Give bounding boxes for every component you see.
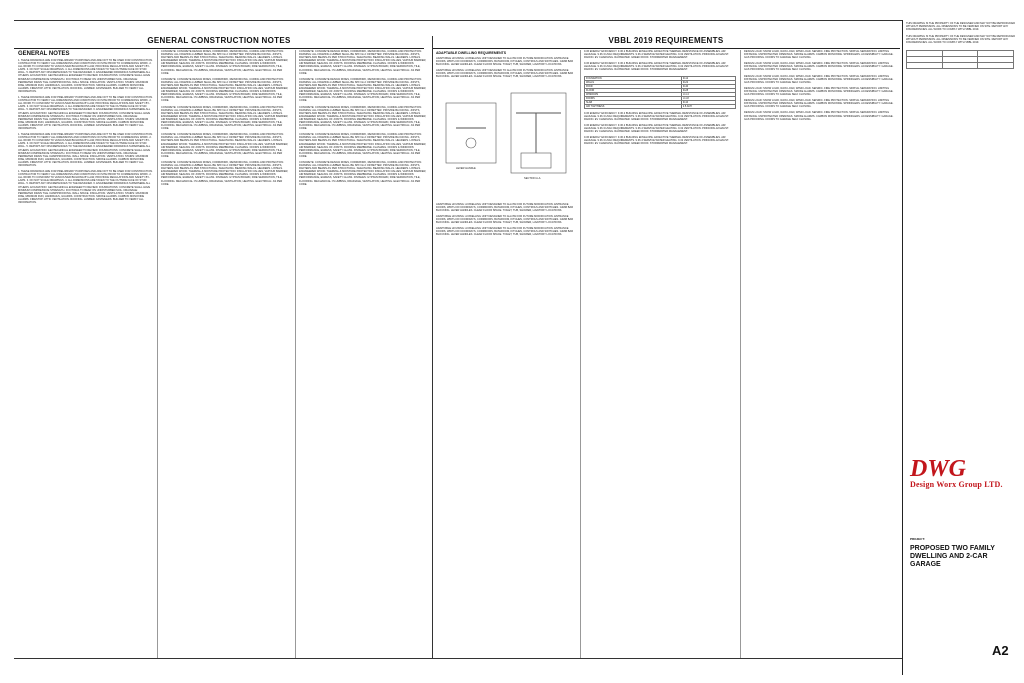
- vbbl-text: 9.36 ENERGY EFFICIENCY. 9.36.2 BUILDING ENVELOPE. EFFECTIVE THERMAL RESISTANCE OF ASSEMBLIES. AIR LEAKAGE. 9.36.3 HVAC REQUIREMENTS. 9.36.4 SERVICE WATER HEATING. 9.32 VENTILATION. PRINCIPAL EXHAUST. RADON. EV CHARGING. RAINWATER. GREEN ROOF. STORMWATER MANAGEMENT.: [584, 50, 729, 60]
- insulation-assembly-cell: DOORS: [585, 96, 682, 100]
- insulation-assembly-cell: FOUNDATION: [585, 76, 682, 80]
- design-load-text-repeat: DESIGN LOAD: SNOW LOAD, RAIN LOAD, WIND LOAD. SEISMIC. FIRE PROTECTION. SPATIAL SEPARATION. LIMITING DISTANCE. UNPROTECTED OPENINGS. SMOKE ALARMS. CARBON MONOXIDE. SPRINKLERS. ACCESSIBILITY. GARAGE. GAS PROOFING. DOORS TO GARAGE SELF CLOSING.: [744, 99, 894, 109]
- insulation-table-row: [585, 104, 736, 108]
- adaptable-dwelling-text-more: ADAPTABLE HOUSING: A DWELLING UNIT DESIGNED TO ALLOW FOR FUTURE MODIFICATION. ENTRANCE DOORS, WIDTH OF DOORWAYS, CORRIDORS, BATHROOM, KITCHEN, CONTROLS AND SWITCHES. GRAB BAR BLOCKING. LEVER HANDLES. CLEAR FLOOR SPACE. TOILET, TUB, SHOWER, LAVATORY LOCATIONS.: [436, 227, 574, 237]
- adaptable-dwelling-text-repeat: ADAPTABLE HOUSING: A DWELLING UNIT DESIGNED TO ALLOW FOR FUTURE MODIFICATION. ENTRANCE DOORS, WIDTH OF DOORWAYS, CORRIDORS, BATHROOM, KITCHEN, CONTROLS AND SWITCHES. GRAB BAR BLOCKING. LEVER HANDLES. CLEAR FLOOR SPACE. TOILET, TUB, SHOWER, LAVATORY LOCATIONS.: [436, 69, 574, 79]
- project-title: PROPOSED TWO FAMILY DWELLING AND 2-CAR GARAGE: [910, 545, 995, 568]
- construction-notes-text-repeat: CONCRETE: CONCRETE DESIGN MIXES, FORMWORK, REINFORCING, CURING AND PROTECTION. FRAMING: ALL FRAMING LUMBER SHALL BE SPF No.2 OR BETTER. PROVIDE BLOCKING. JOISTS, RAFTERS AND BEAMS AS PER STRUCTURAL. SHEATHING. BEARING WALLS. HEADERS. LINTELS. ENGINEERED WOOD. THERMAL & MOISTURE PROTECTION: INSULATION VALUES, VAPOUR BARRIER, AIR BARRIER, SEALING OF JOINTS. ROOFING MEMBRANE. FLASHING. DOORS & WINDOWS: PERFORMANCE, EGRESS, SAFETY GLASS. FINISHES: GYPSUM BOARD, FIRE SEPARATION, TILE, FLOORING. MECHANICAL: PLUMBING, DRAINAGE, VENTILATION, HEATING. ELECTRICAL: AS PER CODE.: [299, 133, 427, 158]
- construction-notes-column-3: [299, 50, 429, 659]
- adaptable-dwelling-title: ADAPTABLE DWELLING REQUIREMENTS: [436, 51, 507, 55]
- title-block: [902, 20, 1019, 675]
- construction-notes-text: CONCRETE: CONCRETE DESIGN MIXES, FORMWORK, REINFORCING, CURING AND PROTECTION. FRAMING: ALL FRAMING LUMBER SHALL BE SPF No.2 OR BETTER. PROVIDE BLOCKING. JOISTS, RAFTERS AND BEAMS AS PER STRUCTURAL. SHEATHING. BEARING WALLS. HEADERS. LINTELS. ENGINEERED WOOD. THERMAL & MOISTURE PROTECTION: INSULATION VALUES, VAPOUR BARRIER, AIR BARRIER, SEALING OF JOINTS. ROOFING MEMBRANE. FLASHING. DOORS & WINDOWS: PERFORMANCE, EGRESS, SAFETY GLASS. FINISHES: GYPSUM BOARD, FIRE SEPARATION, TILE, FLOORING. MECHANICAL: PLUMBING, DRAINAGE, VENTILATION, HEATING. ELECTRICAL: AS PER CODE.: [299, 50, 427, 75]
- design-load-text: DESIGN LOAD: SNOW LOAD, RAIN LOAD, WIND LOAD. SEISMIC. FIRE PROTECTION. SPATIAL SEPARATION. LIMITING DISTANCE. UNPROTECTED OPENINGS. SMOKE ALARMS. CARBON MONOXIDE. SPRINKLERS. ACCESSIBILITY. GARAGE. GAS PROOFING. DOORS TO GARAGE SELF CLOSING.: [744, 50, 894, 60]
- section-label: SECTION A-A: [524, 176, 541, 180]
- general-construction-notes-header: GENERAL CONSTRUCTION NOTES: [14, 36, 424, 49]
- insulation-value-cell: U-1.8: [681, 96, 735, 100]
- general-notes-column: [18, 50, 153, 659]
- grab-bar-figures: [436, 83, 576, 203]
- insulation-value-cell: R-22: [681, 80, 735, 84]
- construction-notes-text: CONCRETE: CONCRETE DESIGN MIXES, FORMWORK, REINFORCING, CURING AND PROTECTION. FRAMING: ALL FRAMING LUMBER SHALL BE SPF No.2 OR BETTER. PROVIDE BLOCKING. JOISTS, RAFTERS AND BEAMS AS PER STRUCTURAL. SHEATHING. BEARING WALLS. HEADERS. LINTELS. ENGINEERED WOOD. THERMAL & MOISTURE PROTECTION: INSULATION VALUES, VAPOUR BARRIER, AIR BARRIER, SEALING OF JOINTS. ROOFING MEMBRANE. FLASHING. DOORS & WINDOWS: PERFORMANCE, EGRESS, SAFETY GLASS. FINISHES: GYPSUM BOARD, FIRE SEPARATION, TILE, FLOORING. MECHANICAL: PLUMBING, DRAINAGE, VENTILATION, HEATING. ELECTRICAL: AS PER CODE.: [161, 50, 289, 75]
- insulation-value-cell: 2.5 ACH: [681, 104, 735, 108]
- general-notes-text-repeat: 1. THESE DRAWINGS ARE FOR PRELIMINARY PURPOSES AND ARE NOT TO BE USED FOR CONSTRUCTION. CONTRACTOR TO VERIFY ALL DIMENSIONS AND CONDITIONS ON SITE PRIOR TO COMMENCING WORK. 2. ALL WORK TO CONFORM TO VANCOUVER BUILDING BY-LAW, PROVINCE REGULATIONS AND SAFETY BY-LAWS. 3. DO NOT SCALE DRAWINGS. 4. ALL DIMENSIONS ARE TAKEN TO THE OUTSIDE FACE OF STUD WALL. 5. REPORT ANY DISCREPANCIES TO THE DESIGNER. 6. ENGINEERED DRAWINGS SUPERSEDE ALL OTHERS. EXCAVATION: GEOTECHNICAL ENGINEER TO REVIEW. FOUNDATIONS: CONCRETE SHALL HAVE MINIMUM COMPRESSIVE STRENGTH. FOOTINGS TO BEAR ON UNDISTURBED SOIL. DRAINAGE: PERIMETER DRAIN TILE. DAMPPROOFING. WALL SPACE. INSULATION. VENTILATION. STAIRS: MAXIMUM RISE, MINIMUM RUN, HANDRAILS, GUARDS. CONSTRUCTION. SMOKE ALARMS. CARBON MONOXIDE ALARMS. FIRESTOP. ATTIC VENTILATION. ROOFING. LUMBER. FASTENERS. BUILDER TO VERIFY ALL INFORMATION.: [18, 170, 153, 205]
- insulation-assembly-cell: SLAB: [585, 100, 682, 104]
- adaptable-dwelling-text-more: ADAPTABLE HOUSING: A DWELLING UNIT DESIGNED TO ALLOW FOR FUTURE MODIFICATION. ENTRANCE DOORS, WIDTH OF DOORWAYS, CORRIDORS, BATHROOM, KITCHEN, CONTROLS AND SWITCHES. GRAB BAR BLOCKING. LEVER HANDLES. CLEAR FLOOR SPACE. TOILET, TUB, SHOWER, LAVATORY LOCATIONS.: [436, 202, 574, 212]
- construction-notes-text-repeat: CONCRETE: CONCRETE DESIGN MIXES, FORMWORK, REINFORCING, CURING AND PROTECTION. FRAMING: ALL FRAMING LUMBER SHALL BE SPF No.2 OR BETTER. PROVIDE BLOCKING. JOISTS, RAFTERS AND BEAMS AS PER STRUCTURAL. SHEATHING. BEARING WALLS. HEADERS. LINTELS. ENGINEERED WOOD. THERMAL & MOISTURE PROTECTION: INSULATION VALUES, VAPOUR BARRIER, AIR BARRIER, SEALING OF JOINTS. ROOFING MEMBRANE. FLASHING. DOORS & WINDOWS: PERFORMANCE, EGRESS, SAFETY GLASS. FINISHES: GYPSUM BOARD, FIRE SEPARATION, TILE, FLOORING. MECHANICAL: PLUMBING, DRAINAGE, VENTILATION, HEATING. ELECTRICAL: AS PER CODE.: [299, 161, 427, 186]
- company-logo: [910, 458, 1014, 489]
- general-notes-text-repeat: 1. THESE DRAWINGS ARE FOR PRELIMINARY PURPOSES AND ARE NOT TO BE USED FOR CONSTRUCTION. CONTRACTOR TO VERIFY ALL DIMENSIONS AND CONDITIONS ON SITE PRIOR TO COMMENCING WORK. 2. ALL WORK TO CONFORM TO VANCOUVER BUILDING BY-LAW, PROVINCE REGULATIONS AND SAFETY BY-LAWS. 3. DO NOT SCALE DRAWINGS. 4. ALL DIMENSIONS ARE TAKEN TO THE OUTSIDE FACE OF STUD WALL. 5. REPORT ANY DISCREPANCIES TO THE DESIGNER. 6. ENGINEERED DRAWINGS SUPERSEDE ALL OTHERS. EXCAVATION: GEOTECHNICAL ENGINEER TO REVIEW. FOUNDATIONS: CONCRETE SHALL HAVE MINIMUM COMPRESSIVE STRENGTH. FOOTINGS TO BEAR ON UNDISTURBED SOIL. DRAINAGE: PERIMETER DRAIN TILE. DAMPPROOFING. WALL SPACE. INSULATION. VENTILATION. STAIRS: MAXIMUM RISE, MINIMUM RUN, HANDRAILS, GUARDS. CONSTRUCTION. SMOKE ALARMS. CARBON MONOXIDE ALARMS. FIRESTOP. ATTIC VENTILATION. ROOFING. LUMBER. FASTENERS. BUILDER TO VERIFY ALL INFORMATION.: [18, 133, 153, 167]
- insulation-assembly-cell: ROOF: [585, 84, 682, 88]
- insulation-value-cell: U-1.4: [681, 92, 735, 96]
- design-load-text-repeat: DESIGN LOAD: SNOW LOAD, RAIN LOAD, WIND LOAD. SEISMIC. FIRE PROTECTION. SPATIAL SEPARATION. LIMITING DISTANCE. UNPROTECTED OPENINGS. SMOKE ALARMS. CARBON MONOXIDE. SPRINKLERS. ACCESSIBILITY. GARAGE. GAS PROOFING. DOORS TO GARAGE SELF CLOSING.: [744, 74, 894, 84]
- construction-notes-text-repeat: CONCRETE: CONCRETE DESIGN MIXES, FORMWORK, REINFORCING, CURING AND PROTECTION. FRAMING: ALL FRAMING LUMBER SHALL BE SPF No.2 OR BETTER. PROVIDE BLOCKING. JOISTS, RAFTERS AND BEAMS AS PER STRUCTURAL. SHEATHING. BEARING WALLS. HEADERS. LINTELS. ENGINEERED WOOD. THERMAL & MOISTURE PROTECTION: INSULATION VALUES, VAPOUR BARRIER, AIR BARRIER, SEALING OF JOINTS. ROOFING MEMBRANE. FLASHING. DOORS & WINDOWS: PERFORMANCE, EGRESS, SAFETY GLASS. FINISHES: GYPSUM BOARD, FIRE SEPARATION, TILE, FLOORING. MECHANICAL: PLUMBING, DRAINAGE, VENTILATION, HEATING. ELECTRICAL: AS PER CODE.: [299, 77, 427, 103]
- insulation-assembly-cell: FLOOR: [585, 88, 682, 92]
- insulation-assembly-cell: WINDOWS: [585, 92, 682, 96]
- vbbl-column-2: [744, 50, 898, 659]
- general-notes-text: 1. THESE DRAWINGS ARE FOR PRELIMINARY PURPOSES AND ARE NOT TO BE USED FOR CONSTRUCTION. CONTRACTOR TO VERIFY ALL DIMENSIONS AND CONDITIONS ON SITE PRIOR TO COMMENCING WORK. 2. ALL WORK TO CONFORM TO VANCOUVER BUILDING BY-LAW, PROVINCE REGULATIONS AND SAFETY BY-LAWS. 3. DO NOT SCALE DRAWINGS. 4. ALL DIMENSIONS ARE TAKEN TO THE OUTSIDE FACE OF STUD WALL. 5. REPORT ANY DISCREPANCIES TO THE DESIGNER. 6. ENGINEERED DRAWINGS SUPERSEDE ALL OTHERS. EXCAVATION: GEOTECHNICAL ENGINEER TO REVIEW. FOUNDATIONS: CONCRETE SHALL HAVE MINIMUM COMPRESSIVE STRENGTH. FOOTINGS TO BEAR ON UNDISTURBED SOIL. DRAINAGE: PERIMETER DRAIN TILE. DAMPPROOFING. WALL SPACE. INSULATION. VENTILATION. STAIRS: MAXIMUM RISE, MINIMUM RUN, HANDRAILS, GUARDS. CONSTRUCTION. SMOKE ALARMS. CARBON MONOXIDE ALARMS. FIRESTOP. ATTIC VENTILATION. ROOFING. LUMBER. FASTENERS. BUILDER TO VERIFY ALL INFORMATION.: [18, 59, 153, 93]
- insulation-assembly-cell: WALLS: [585, 80, 682, 84]
- insulation-value-cell: R-10: [681, 100, 735, 104]
- column-divider: [157, 50, 158, 658]
- top-border: [14, 20, 902, 21]
- design-load-text-repeat: DESIGN LOAD: SNOW LOAD, RAIN LOAD, WIND LOAD. SEISMIC. FIRE PROTECTION. SPATIAL SEPARATION. LIMITING DISTANCE. UNPROTECTED OPENINGS. SMOKE ALARMS. CARBON MONOXIDE. SPRINKLERS. ACCESSIBILITY. GARAGE. GAS PROOFING. DOORS TO GARAGE SELF CLOSING.: [744, 111, 894, 121]
- construction-notes-text-repeat: CONCRETE: CONCRETE DESIGN MIXES, FORMWORK, REINFORCING, CURING AND PROTECTION. FRAMING: ALL FRAMING LUMBER SHALL BE SPF No.2 OR BETTER. PROVIDE BLOCKING. JOISTS, RAFTERS AND BEAMS AS PER STRUCTURAL. SHEATHING. BEARING WALLS. HEADERS. LINTELS. ENGINEERED WOOD. THERMAL & MOISTURE PROTECTION: INSULATION VALUES, VAPOUR BARRIER, AIR BARRIER, SEALING OF JOINTS. ROOFING MEMBRANE. FLASHING. DOORS & WINDOWS: PERFORMANCE, EGRESS, SAFETY GLASS. FINISHES: GYPSUM BOARD, FIRE SEPARATION, TILE, FLOORING. MECHANICAL: PLUMBING, DRAINAGE, VENTILATION, HEATING. ELECTRICAL: AS PER CODE.: [161, 161, 289, 186]
- construction-notes-text-repeat: CONCRETE: CONCRETE DESIGN MIXES, FORMWORK, REINFORCING, CURING AND PROTECTION. FRAMING: ALL FRAMING LUMBER SHALL BE SPF No.2 OR BETTER. PROVIDE BLOCKING. JOISTS, RAFTERS AND BEAMS AS PER STRUCTURAL. SHEATHING. BEARING WALLS. HEADERS. LINTELS. ENGINEERED WOOD. THERMAL & MOISTURE PROTECTION: INSULATION VALUES, VAPOUR BARRIER, AIR BARRIER, SEALING OF JOINTS. ROOFING MEMBRANE. FLASHING. DOORS & WINDOWS: PERFORMANCE, EGRESS, SAFETY GLASS. FINISHES: GYPSUM BOARD, FIRE SEPARATION, TILE, FLOORING. MECHANICAL: PLUMBING, DRAINAGE, VENTILATION, HEATING. ELECTRICAL: AS PER CODE.: [161, 105, 289, 131]
- general-notes-text-repeat: 1. THESE DRAWINGS ARE FOR PRELIMINARY PURPOSES AND ARE NOT TO BE USED FOR CONSTRUCTION. CONTRACTOR TO VERIFY ALL DIMENSIONS AND CONDITIONS ON SITE PRIOR TO COMMENCING WORK. 2. ALL WORK TO CONFORM TO VANCOUVER BUILDING BY-LAW, PROVINCE REGULATIONS AND SAFETY BY-LAWS. 3. DO NOT SCALE DRAWINGS. 4. ALL DIMENSIONS ARE TAKEN TO THE OUTSIDE FACE OF STUD WALL. 5. REPORT ANY DISCREPANCIES TO THE DESIGNER. 6. ENGINEERED DRAWINGS SUPERSEDE ALL OTHERS. EXCAVATION: GEOTECHNICAL ENGINEER TO REVIEW. FOUNDATIONS: CONCRETE SHALL HAVE MINIMUM COMPRESSIVE STRENGTH. FOOTINGS TO BEAR ON UNDISTURBED SOIL. DRAINAGE: PERIMETER DRAIN TILE. DAMPPROOFING. WALL SPACE. INSULATION. VENTILATION. STAIRS: MAXIMUM RISE, MINIMUM RUN, HANDRAILS, GUARDS. CONSTRUCTION. SMOKE ALARMS. CARBON MONOXIDE ALARMS. FIRESTOP. ATTIC VENTILATION. ROOFING. LUMBER. FASTENERS. BUILDER TO VERIFY ALL INFORMATION.: [18, 96, 153, 130]
- title-block-notes: THIS DRAWING IS THE PROPERTY OF THE DESIGNER AND MAY NOT BE REPRODUCED WITHOUT PERMISSION. ALL DIMENSIONS TO BE VERIFIED ON SITE. REPORT ANY DISCREPANCIES. ALL WORK TO COMPLY WITH VBBL 2019.: [906, 22, 1016, 32]
- adaptable-dwelling-text: ADAPTABLE HOUSING: A DWELLING UNIT DESIGNED TO ALLOW FOR FUTURE MODIFICATION. ENTRANCE DOORS, WIDTH OF DOORWAYS, CORRIDORS, BATHROOM, KITCHEN, CONTROLS AND SWITCHES. GRAB BAR BLOCKING. LEVER HANDLES. CLEAR FLOOR SPACE. TOILET, TUB, SHOWER, LAVATORY LOCATIONS.: [436, 57, 574, 67]
- title-block-notes-repeat: THIS DRAWING IS THE PROPERTY OF THE DESIGNER AND MAY NOT BE REPRODUCED WITHOUT PERMISSION. ALL DIMENSIONS TO BE VERIFIED ON SITE. REPORT ANY DISCREPANCIES. ALL WORK TO COMPLY WITH VBBL 2019.: [906, 35, 1016, 45]
- adaptable-dwelling-text-more: ADAPTABLE HOUSING: A DWELLING UNIT DESIGNED TO ALLOW FOR FUTURE MODIFICATION. ENTRANCE DOORS, WIDTH OF DOORWAYS, CORRIDORS, BATHROOM, KITCHEN, CONTROLS AND SWITCHES. GRAB BAR BLOCKING. LEVER HANDLES. CLEAR FLOOR SPACE. TOILET, TUB, SHOWER, LAVATORY LOCATIONS.: [436, 214, 574, 225]
- vbbl-requirements-header: VBBL 2019 REQUIREMENTS: [432, 36, 900, 49]
- section-divider: [432, 36, 433, 658]
- vbbl-text-repeat: 9.36 ENERGY EFFICIENCY. 9.36.2 BUILDING ENVELOPE. EFFECTIVE THERMAL RESISTANCE OF ASSEMBLIES. AIR LEAKAGE. 9.36.3 HVAC REQUIREMENTS. 9.36.4 SERVICE WATER HEATING. 9.32 VENTILATION. PRINCIPAL EXHAUST. RADON. EV CHARGING. RAINWATER. GREEN ROOF. STORMWATER MANAGEMENT.: [584, 62, 729, 72]
- insulation-value-cell: R-12: [681, 76, 735, 80]
- design-load-text-repeat: DESIGN LOAD: SNOW LOAD, RAIN LOAD, WIND LOAD. SEISMIC. FIRE PROTECTION. SPATIAL SEPARATION. LIMITING DISTANCE. UNPROTECTED OPENINGS. SMOKE ALARMS. CARBON MONOXIDE. SPRINKLERS. ACCESSIBILITY. GARAGE. GAS PROOFING. DOORS TO GARAGE SELF CLOSING.: [744, 62, 894, 72]
- insulation-value-cell: R-28: [681, 88, 735, 92]
- project-block: [910, 535, 1014, 569]
- insulation-value-cell: R-40: [681, 84, 735, 88]
- insulation-assembly-cell: AIR TIGHTNESS: [585, 104, 682, 108]
- construction-notes-text-repeat: CONCRETE: CONCRETE DESIGN MIXES, FORMWORK, REINFORCING, CURING AND PROTECTION. FRAMING: ALL FRAMING LUMBER SHALL BE SPF No.2 OR BETTER. PROVIDE BLOCKING. JOISTS, RAFTERS AND BEAMS AS PER STRUCTURAL. SHEATHING. BEARING WALLS. HEADERS. LINTELS. ENGINEERED WOOD. THERMAL & MOISTURE PROTECTION: INSULATION VALUES, VAPOUR BARRIER, AIR BARRIER, SEALING OF JOINTS. ROOFING MEMBRANE. FLASHING. DOORS & WINDOWS: PERFORMANCE, EGRESS, SAFETY GLASS. FINISHES: GYPSUM BOARD, FIRE SEPARATION, TILE, FLOORING. MECHANICAL: PLUMBING, DRAINAGE, VENTILATION, HEATING. ELECTRICAL: AS PER CODE.: [161, 77, 289, 103]
- vbbl-column: [584, 50, 736, 659]
- column-divider: [580, 50, 581, 658]
- vbbl-text-more: 9.36 ENERGY EFFICIENCY. 9.36.2 BUILDING ENVELOPE. EFFECTIVE THERMAL RESISTANCE OF ASSEMBLIES. AIR LEAKAGE. 9.36.3 HVAC REQUIREMENTS. 9.36.4 SERVICE WATER HEATING. 9.32 VENTILATION. PRINCIPAL EXHAUST. RADON. EV CHARGING. RAINWATER. GREEN ROOF. STORMWATER MANAGEMENT.: [584, 123, 729, 134]
- insulation-table: [584, 76, 736, 109]
- column-divider: [740, 50, 741, 658]
- project-label: PROJECT:: [910, 537, 925, 541]
- lever-handle-label: LEVER HANDLE: [456, 166, 476, 170]
- bottom-border: [14, 658, 902, 659]
- adaptable-dwelling-column: [436, 50, 576, 659]
- construction-notes-column: [161, 50, 291, 659]
- logo-company-name: Design Worx Group LTD.: [910, 480, 1003, 489]
- logo-mark: DWG: [910, 456, 967, 482]
- revision-table: [906, 50, 1014, 69]
- general-notes-title: GENERAL NOTES: [18, 51, 70, 57]
- design-load-text-repeat: DESIGN LOAD: SNOW LOAD, RAIN LOAD, WIND LOAD. SEISMIC. FIRE PROTECTION. SPATIAL SEPARATION. LIMITING DISTANCE. UNPROTECTED OPENINGS. SMOKE ALARMS. CARBON MONOXIDE. SPRINKLERS. ACCESSIBILITY. GARAGE. GAS PROOFING. DOORS TO GARAGE SELF CLOSING.: [744, 86, 894, 97]
- sheet-number: A2: [992, 643, 1009, 658]
- grab-bar-diagram: [436, 83, 576, 203]
- construction-notes-text-repeat: CONCRETE: CONCRETE DESIGN MIXES, FORMWORK, REINFORCING, CURING AND PROTECTION. FRAMING: ALL FRAMING LUMBER SHALL BE SPF No.2 OR BETTER. PROVIDE BLOCKING. JOISTS, RAFTERS AND BEAMS AS PER STRUCTURAL. SHEATHING. BEARING WALLS. HEADERS. LINTELS. ENGINEERED WOOD. THERMAL & MOISTURE PROTECTION: INSULATION VALUES, VAPOUR BARRIER, AIR BARRIER, SEALING OF JOINTS. ROOFING MEMBRANE. FLASHING. DOORS & WINDOWS: PERFORMANCE, EGRESS, SAFETY GLASS. FINISHES: GYPSUM BOARD, FIRE SEPARATION, TILE, FLOORING. MECHANICAL: PLUMBING, DRAINAGE, VENTILATION, HEATING. ELECTRICAL: AS PER CODE.: [161, 133, 289, 158]
- construction-notes-text-repeat: CONCRETE: CONCRETE DESIGN MIXES, FORMWORK, REINFORCING, CURING AND PROTECTION. FRAMING: ALL FRAMING LUMBER SHALL BE SPF No.2 OR BETTER. PROVIDE BLOCKING. JOISTS, RAFTERS AND BEAMS AS PER STRUCTURAL. SHEATHING. BEARING WALLS. HEADERS. LINTELS. ENGINEERED WOOD. THERMAL & MOISTURE PROTECTION: INSULATION VALUES, VAPOUR BARRIER, AIR BARRIER, SEALING OF JOINTS. ROOFING MEMBRANE. FLASHING. DOORS & WINDOWS: PERFORMANCE, EGRESS, SAFETY GLASS. FINISHES: GYPSUM BOARD, FIRE SEPARATION, TILE, FLOORING. MECHANICAL: PLUMBING, DRAINAGE, VENTILATION, HEATING. ELECTRICAL: AS PER CODE.: [299, 105, 427, 131]
- column-divider: [295, 50, 296, 658]
- vbbl-text-more: 9.36 ENERGY EFFICIENCY. 9.36.2 BUILDING ENVELOPE. EFFECTIVE THERMAL RESISTANCE OF ASSEMBLIES. AIR LEAKAGE. 9.36.3 HVAC REQUIREMENTS. 9.36.4 SERVICE WATER HEATING. 9.32 VENTILATION. PRINCIPAL EXHAUST. RADON. EV CHARGING. RAINWATER. GREEN ROOF. STORMWATER MANAGEMENT.: [584, 136, 729, 146]
- vbbl-text-more: 9.36 ENERGY EFFICIENCY. 9.36.2 BUILDING ENVELOPE. EFFECTIVE THERMAL RESISTANCE OF ASSEMBLIES. AIR LEAKAGE. 9.36.3 HVAC REQUIREMENTS. 9.36.4 SERVICE WATER HEATING. 9.32 VENTILATION. PRINCIPAL EXHAUST. RADON. EV CHARGING. RAINWATER. GREEN ROOF. STORMWATER MANAGEMENT.: [584, 111, 729, 121]
